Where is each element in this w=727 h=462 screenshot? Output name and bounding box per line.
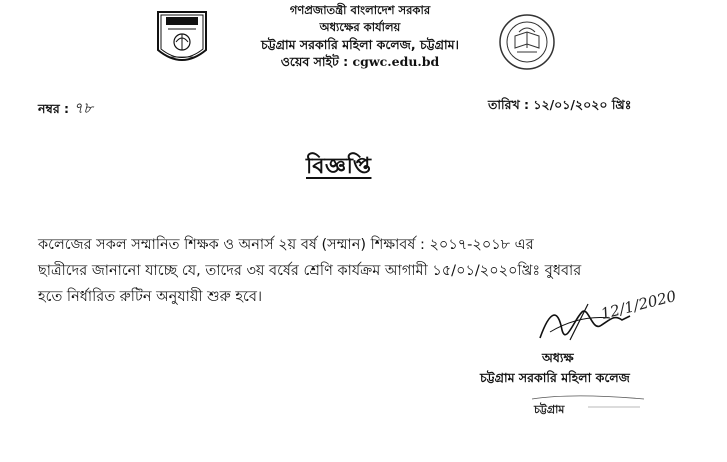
body-line-3: হতে নির্ধারিত রুটিন অনুযায়ী শুরু হবে।	[38, 289, 263, 305]
header-college: চট্টগ্রাম সরকারি মহিলা কলেজ, চট্টগ্রাম।	[261, 37, 459, 52]
official-seal	[528, 393, 648, 421]
website-label: ওয়েব সাইট :	[280, 54, 349, 69]
body-line-2: ছাত্রীদের জানানো যাচ্ছে যে, তাদের ৩য় বর্ষের শ্রেণি কার্যক্রম আগামী ১৫/০১/২০২০খ্রিঃ বুধবার	[38, 263, 582, 279]
website-url: cgwc.edu.bd	[352, 54, 440, 69]
handwritten-signature	[530, 290, 710, 350]
signatory-institution: চট্টগ্রাম সরকারি মহিলা কলেজ	[480, 370, 630, 385]
signature-date: 12/1/2020	[598, 286, 678, 324]
signatory-designation: অধ্যক্ষ	[542, 350, 574, 365]
memo-date-label: তারিখ :	[488, 97, 530, 112]
header-government: গণপ্রজাতন্ত্রী বাংলাদেশ সরকার	[289, 3, 431, 17]
signatory-block	[470, 348, 710, 388]
college-logo-right	[497, 12, 557, 72]
memo-number-label: নম্বর :	[38, 101, 70, 116]
notice-title: বিজ্ঞপ্তি	[306, 154, 372, 179]
college-logo-left	[156, 10, 208, 70]
header-office: অধ্যক্ষের কার্যালয়	[319, 20, 401, 34]
seal-text: চট্টগ্রাম	[534, 403, 565, 416]
memo-date-value: ১২/০১/২০২০ খ্রিঃ	[533, 97, 632, 112]
memo-number-value: ৭৮	[73, 99, 93, 117]
office-header	[230, 2, 490, 70]
body-line-1: কলেজের সকল সম্মানিত শিক্ষক ও অনার্স ২য় বর্ষ (সম্মান) শিক্ষাবর্ষ : ২০১৭-২০১৮ এর	[38, 237, 534, 253]
memo-date	[488, 97, 631, 117]
memo-number	[38, 97, 93, 122]
header-website	[230, 53, 490, 70]
